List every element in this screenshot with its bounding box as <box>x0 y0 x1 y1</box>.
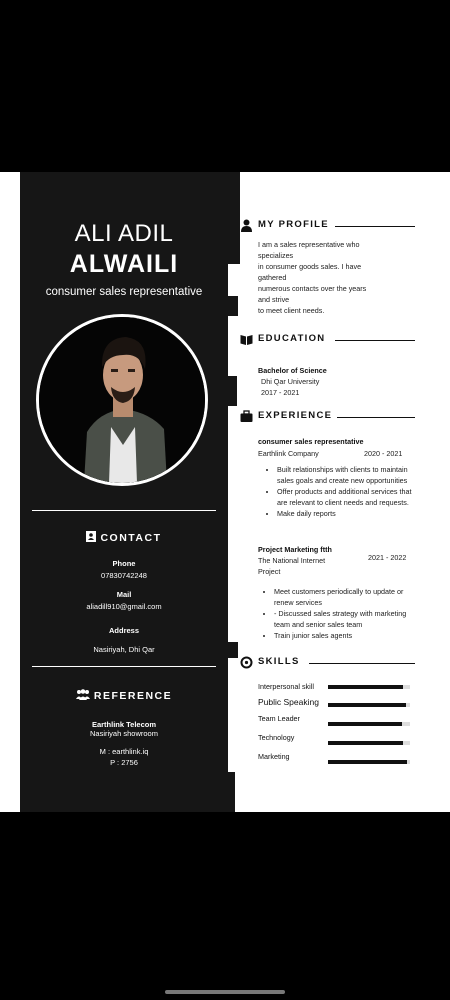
list-item: • - Discussed sales strategy with marketing team and senior sales team <box>274 608 414 630</box>
my-profile-heading: MY PROFILE <box>240 218 415 234</box>
phone-label: Phone <box>112 559 136 568</box>
skill-label: Marketing <box>258 752 290 761</box>
education-years: 2017 - 2021 <box>261 388 300 397</box>
reference-phone: P : 2756 <box>110 758 138 767</box>
skill-bar <box>328 741 410 745</box>
sidebar-divider <box>32 666 216 667</box>
mail-value: aliadill910@gmail.com <box>86 602 162 611</box>
user-icon <box>240 219 253 232</box>
skill-bar-fill <box>328 741 403 745</box>
open-book-icon <box>240 333 253 346</box>
contact-book-icon <box>86 531 96 542</box>
skill-bar-fill <box>328 703 406 707</box>
job-role: consumer sales representative <box>45 286 203 298</box>
job-bullets <box>263 464 417 519</box>
home-indicator[interactable] <box>165 990 285 994</box>
skill-bar <box>328 760 410 764</box>
job-years: 2020 - 2021 <box>364 449 403 458</box>
skill-label: Technology <box>258 733 295 742</box>
skill-bar-fill <box>328 685 403 689</box>
reference-company: Earthlink Telecom <box>91 720 157 729</box>
education-heading: EDUCATION <box>240 332 415 348</box>
main-content <box>228 172 450 812</box>
skill-bar <box>328 685 410 689</box>
job-company: The National Internet Project <box>258 556 326 576</box>
last-name: ALWAILI <box>69 250 179 278</box>
skill-bar <box>328 703 410 707</box>
job-company: Earthlink Company <box>258 449 319 458</box>
job-title: consumer sales representative <box>258 437 364 446</box>
job-title: Project Marketing ftth <box>258 545 332 554</box>
sidebar <box>20 172 228 812</box>
address-value: Nasiriyah, Dhi Qar <box>93 645 155 654</box>
mail-label: Mail <box>116 590 132 599</box>
profile-photo <box>36 314 208 486</box>
skill-bar-fill <box>328 722 402 726</box>
reference-heading: REFERENCE <box>20 689 228 702</box>
skill-bar <box>328 722 410 726</box>
skill-label: Team Leader <box>258 714 300 723</box>
resume-page <box>0 172 450 812</box>
people-group-icon <box>76 689 90 700</box>
briefcase-icon <box>240 410 253 423</box>
profile-summary: I am a sales representative who specializes in consumer goods sales. I have gathered numerous contacts over the years and strive to meet client needs. <box>258 240 367 315</box>
person-photo-icon <box>39 317 205 483</box>
list-item: • Offer products and additional services that are relevant to client needs and requests. <box>277 486 417 508</box>
skills-heading: SKILLS <box>240 655 415 671</box>
list-item: • Train junior sales agents <box>274 630 414 641</box>
education-degree: Bachelor of Science <box>258 366 327 375</box>
reference-place: Nasiriyah showroom <box>90 729 158 738</box>
skill-label: Public Speaking <box>258 697 319 707</box>
first-name: ALI ADIL <box>74 220 174 247</box>
gear-icon <box>240 656 253 669</box>
skill-label: Interpersonal skill <box>258 682 314 691</box>
education-school: Dhi Qar University <box>261 377 320 386</box>
contact-heading: CONTACT <box>20 531 228 544</box>
list-item: • Built relationships with clients to maintain sales goals and create new opportunities <box>277 464 417 486</box>
job-bullets <box>260 586 414 641</box>
list-item: • Make daily reports <box>277 508 417 519</box>
sidebar-divider <box>32 510 216 511</box>
skill-bar-fill <box>328 760 407 764</box>
reference-mobile: M : earthlink.iq <box>99 747 149 756</box>
experience-heading: EXPERIENCE <box>240 409 415 425</box>
list-item: • Meet customers periodically to update or renew services <box>274 586 414 608</box>
phone-value: 07830742248 <box>101 571 147 580</box>
address-label: Address <box>108 626 139 635</box>
job-years: 2021 - 2022 <box>368 553 407 562</box>
